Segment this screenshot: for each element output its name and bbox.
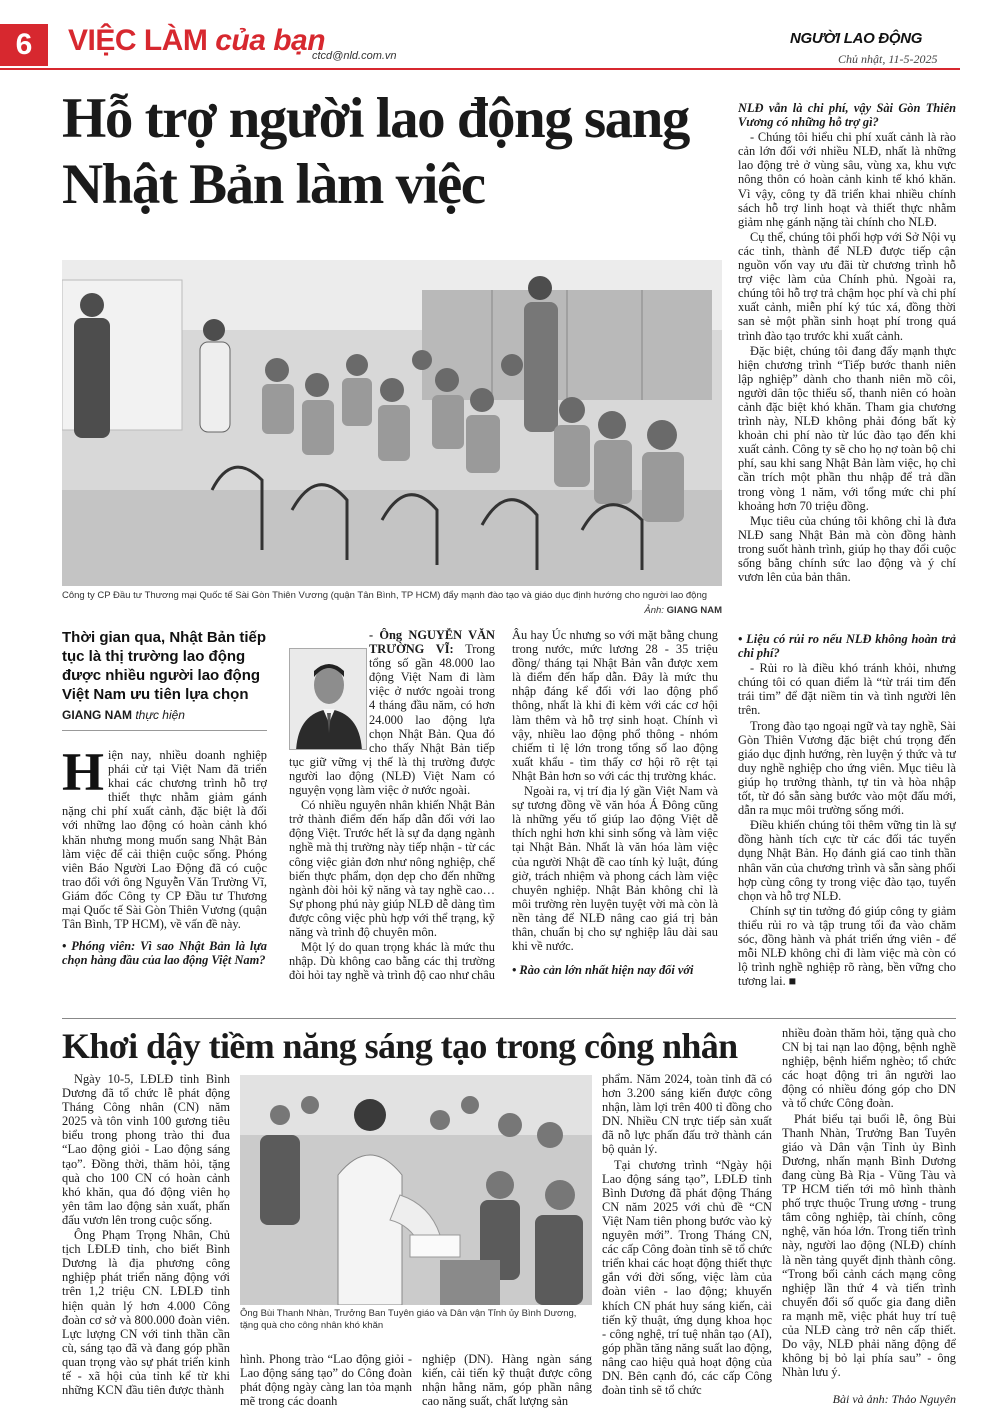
- article-column-4: [738, 101, 956, 605]
- speaker-label: - Ông NGUYỄN VĂN TRƯỜNG VĨ:: [369, 628, 495, 657]
- paragraph: iện nay, nhiều doanh nghiệp phái cử tại Việt Nam đã triển khai các chương trình hỗ trợ thiết thực nhằm giảm gánh nặng chi phí xuất cảnh, đặc biệt là đối với những lao động có hoàn cảnh khó khăn nhưng mong muốn sang Nhật Bản làm việc để cải thiện cuộc sống. Phóng viên Báo Người Lao Động đã có cuộc trao đổi với ông Nguyễn Văn Trường Vĩ, Giám đốc Công ty CP Đầu tư Thương mại Quốc tế Sài Gòn Thiên Vương (quận Tân Bình, TP HCM), về vấn đề này.: [62, 748, 267, 932]
- article-column-4-continued: [738, 628, 956, 1010]
- header-date: Chủ nhật, 11-5-2025: [838, 52, 938, 66]
- article-column-3: [512, 628, 718, 1000]
- paragraph: Chính sự tin tưởng đó giúp công ty giảm thiểu rủi ro và tập trung tối đa vào chăm sóc, đồng hành và phát triển ứng viên - để mỗi NLĐ không chỉ đi làm việc mà còn có lộ trình nghề nghiệp rõ ràng, bền vững cho tương lai. ■: [738, 903, 956, 989]
- paragraph: Âu hay Úc nhưng so với mặt bằng chung trong nước, mức lương 28 - 35 triệu đồng/ tháng tại Nhật Bản vẫn được xem là điểm đến hấp dẫn. Đây là mức thu nhập đáng kể đối với lao động phổ thông, nhất là khi đi kèm với các cơ hội làm thêm và hỗ trợ sinh hoạt. Chính vì vậy, nhiều lao động phổ thông - nhóm chiếm tỉ lệ lớn trong tổng số lao động xuất khẩu - tìm thấy cơ hội rõ rệt tại Nhật Bản hơn so với các thị trường khác.: [512, 628, 718, 783]
- paragraph: phẩm. Năm 2024, toàn tỉnh đã có hơn 3.200 sáng kiến được công nhận, làm lợi trên 400 tỉ đồng cho DN. Nhiều CN trực tiếp sản xuất đã nỗ lực phấn đấu trở thành cán bộ quản lý.: [602, 1072, 772, 1157]
- article2-headline: Khơi dậy tiềm năng sáng tạo trong công nhân: [62, 1026, 738, 1066]
- article2-column-1: [62, 1072, 230, 1407]
- article-column-1: [62, 748, 267, 1016]
- article2-photo-caption: Ông Bùi Thanh Nhàn, Trưởng Ban Tuyên giáo và Dân vận Tỉnh ủy Bình Dương, tặng quà cho công nhân khó khăn: [240, 1308, 577, 1331]
- paragraph: Tại chương trình “Ngày hội Lao động sáng tạo”, LĐLĐ tỉnh Bình Dương đã phát động Tháng CN năm 2025 với chủ đề “CN Việt Nam tiên phong bước vào kỷ nguyên mới”. Trong Tháng CN, các cấp Công đoàn tỉnh sẽ tổ chức triển khai các hoạt động thiết thực gắn với đời sống, việc làm của đoàn viên - lao động; khuyến khích CN phát huy sáng kiến, cải tiến kỹ thuật, ứng dụng khoa học - công nghệ, trí tuệ nhân tạo (AI), góp phần tăng năng suất lao động, nâng cao hiệu quả hoạt động của DN. Bên cạnh đó, các cấp Công đoàn tỉnh sẽ tổ chức: [602, 1157, 772, 1398]
- byline-rule: [62, 730, 267, 731]
- interview-question: • Liệu có rủi ro nếu NLĐ không hoàn trả chi phí?: [738, 632, 956, 661]
- article2-column-3: [422, 1352, 592, 1408]
- photo-caption: Công ty CP Đầu tư Thương mại Quốc tế Sài Gòn Thiên Vương (quận Tân Bình, TP HCM) đẩy mạnh đào tạo và giáo dục định hướng cho người lao động: [62, 590, 708, 601]
- section-title-suffix: của bạn: [215, 24, 326, 57]
- paragraph: Một lý do quan trọng khác là mức thu nhập. Dù không cao bằng các thị trường đòi hỏi tay nghề và trình độ cao như châu: [289, 940, 495, 983]
- article-headline: Hỗ trợ người lao động sang Nhật Bản làm việc: [62, 87, 689, 216]
- interview-question: • Phóng viên: Vì sao Nhật Bản là lựa chọn hàng đầu của lao động Việt Nam?: [62, 939, 267, 968]
- interview-question: NLĐ vẫn là chi phí, vậy Sài Gòn Thiên Vương có những hỗ trợ gì?: [738, 101, 956, 130]
- paragraph: nghiệp (DN). Hàng ngàn sáng kiến, cải tiến kỹ thuật được công nhận hằng năm, góp phần nâng cao năng suất, chất lượng sản: [422, 1352, 592, 1408]
- paragraph: Cụ thể, chúng tôi phối hợp với Sở Nội vụ các tỉnh, thành để NLĐ được tiếp cận nguồn vốn vay ưu đãi từ chương trình hỗ trợ việc làm của Chính phủ. Ngoài ra, chúng tôi hỗ trợ trả chậm học phí và chi phí xuất cảnh, miễn phí ký túc xá, đồng thời san sẻ một phần sinh hoạt phí trong quá trình đào tạo trước khi xuất cảnh.: [738, 229, 956, 343]
- article-column-2: [289, 628, 495, 1000]
- byline-role: thực hiện: [135, 708, 185, 722]
- paragraph: nhiều đoàn thăm hỏi, tặng quà cho CN bị tai nạn lao động, bệnh nghề nghiệp, bệnh hiểm nghèo; tổ chức các hoạt động tri ân người lao động có nhiều đóng góp cho DN và tổ chức Công đoàn.: [782, 1026, 956, 1111]
- section-title: [68, 24, 325, 58]
- paragraph: - Rủi ro là điều khó tránh khỏi, nhưng chúng tôi có quan điểm là “từ trái tim đến trái tim” để đặt niềm tin và tình người lên trên.: [738, 661, 956, 718]
- paragraph: Điều khiến chúng tôi thêm vững tin là sự đồng hành tích cực từ các đối tác tuyển dụng Nhật Bản. Họ đánh giá cao tinh thần nhân văn của chương trình và sẵn sàng phối hợp cùng công ty trong việc đào tạo, tuyển chọn và hỗ trợ NLĐ.: [738, 818, 956, 903]
- paragraph: Ngoài ra, vị trí địa lý gần Việt Nam và sự tương đồng về văn hóa Á Đông cũng là những yếu tố giúp lao động Việt dễ thích nghi hơn khi sinh sống và làm việc tại Nhật Bản. Nhất là văn hóa làm việc của người Nhật đề cao tính kỷ luật, đúng giờ, trách nhiệm và phong cách làm việc chuyên nghiệp. Nhật Bản không chỉ là môi trường rèn luyện tuyệt vời mà còn là nền tảng để NLĐ nâng cao giá trị bản thân, chuẩn bị cho sự nghiệp lâu dài sau khi về nước.: [512, 784, 718, 954]
- paragraph: Phát biểu tại buổi lễ, ông Bùi Thanh Nhàn, Trưởng Ban Tuyên giáo và Dân vận Tỉnh ủy Bình Dương, nhấn mạnh Bình Dương đang cùng Bà Rịa - Vũng Tàu và TP HCM tiến tới mô hình thành phố trực thuộc Trung ương - trung tâm công nghiệp, tài chính, công nghệ, văn hóa lớn. Trong tiến trình này, người lao động (NLĐ) chính là nền tảng quyết định thành công. “Trong bối cảnh cách mạng công nghiệp lần thứ 4 và tiến trình chuyển đổi số quốc gia đang diễn ra mạnh mẽ, việc phát huy trí tuệ của NLĐ càng trở nên cấp thiết. Do vậy, NLĐ phải năng động để không bị bỏ lại phía sau” - ông Nhàn lưu ý.: [782, 1111, 956, 1380]
- article2-column-5: [782, 1026, 956, 1390]
- article2-byline: Bài và ảnh: Thảo Nguyên: [832, 1392, 956, 1406]
- masthead-logo: NGƯỜI LAO ĐỘNG: [790, 30, 923, 47]
- paragraph: Đặc biệt, chúng tôi đang đẩy mạnh thực hiện chương trình “Tiếp bước thanh niên lập nghiệp” dành cho thanh niên mồ côi, người dân tộc thiểu số, thanh niên có hoàn cảnh đặc biệt khó khăn. Tham gia chương trình này, NLĐ không phải đóng bất kỳ khoản chi phí nào từ lúc đào tạo đến khi xuất cảnh. Công ty sẽ cho họ nợ toàn bộ chi phí, sau khi sang Nhật Bản làm việc, họ chỉ cần trích một phần thu nhập để trả dần trong vòng 1 năm, với tổng mức chi phí khoảng hơn 70 triệu đồng.: [738, 343, 956, 513]
- page-number: 6: [0, 24, 48, 66]
- main-photo: [62, 260, 722, 586]
- photo-credit-prefix: Ảnh:: [644, 605, 667, 616]
- section-title-main: VIỆC LÀM: [68, 24, 208, 57]
- interview-question: • Rào cản lớn nhất hiện nay đối với: [512, 963, 694, 978]
- paragraph: Mục tiêu của chúng tôi không chỉ là đưa NLĐ sang Nhật Bản mà còn đồng hành trong suốt hành trình, giúp họ thay đổi cuộc sống bằng chính sức lao động và ý chí vươn lên của bản thân.: [738, 513, 956, 585]
- paragraph: Ông Phạm Trọng Nhân, Chủ tịch LĐLĐ tỉnh, cho biết Bình Dương là địa phương công nghiệp phát triển năng động với trên 1,2 triệu CN. LĐLĐ tỉnh hiện quản lý hơn 4.000 Công đoàn cơ sở và 800.000 đoàn viên. Lực lượng CN với tinh thần cần cù, sáng tạo đã và đang góp phần quan trọng vào sự phát triển kinh tế - xã hội của tỉnh kể từ khi những KCN đầu tiên được thành: [62, 1228, 230, 1398]
- photo-credit-name: GIANG NAM: [666, 605, 722, 616]
- header-rule: [0, 68, 960, 70]
- gift-giving-photo-illustration: [240, 1075, 592, 1305]
- paragraph: Ngày 10-5, LĐLĐ tỉnh Bình Dương đã tổ chức lễ phát động Tháng Công nhân (CN) năm 2025 và tôn vinh 100 gương tiêu biểu trong phong trào thi đua “Lao động giỏi - Lao động sáng tạo”. Đồng thời, thăm hỏi, tặng quà cho 100 CN có hoàn cảnh khó khăn, qua đó động viên họ yên tâm lao động sản xuất, phấn đấu vươn lên trong cuộc sống.: [62, 1072, 230, 1227]
- paragraph: Trong tổng số gần 48.000 lao động Việt Nam đi làm việc ở nước ngoài trong 4 tháng đầu năm, có hơn 24.000 lao động lựa chọn Nhật Bản. Qua đó cho thấy Nhật Bản tiếp tục giữ vững vị thế là thị trường được người lao động (NLĐ) Việt Nam có nguyện vọng làm việc ở nước ngoài.: [289, 642, 495, 798]
- article-byline: [62, 708, 185, 722]
- drop-cap: H: [62, 748, 105, 802]
- article2-column-2: [240, 1352, 412, 1408]
- header-email[interactable]: ctcd@nld.com.vn: [312, 50, 397, 62]
- article-sapo: Thời gian qua, Nhật Bản tiếp tục là thị trường lao động được nhiều người lao động Việt Nam ưu tiên lựa chọn: [62, 629, 267, 703]
- paragraph: hình. Phong trào “Lao động giỏi - Lao động sáng tạo” do Công đoàn phát động ngày càng lan tỏa mạnh mẽ trong các doanh: [240, 1352, 412, 1408]
- classroom-photo-illustration: [62, 260, 722, 586]
- paragraph: - Chúng tôi hiểu chi phí xuất cảnh là rào cản lớn đối với nhiều NLĐ, nhất là những lao động trẻ ở vùng sâu, vùng xa, khu vực nông thôn có hoàn cảnh kinh tế khó khăn. Vì vậy, công ty đã triển khai nhiều chính sách hỗ trợ linh hoạt và thiết thực nhằm giảm nhẹ gánh nặng tài chính cho NLĐ.: [738, 130, 956, 229]
- byline-name: GIANG NAM: [62, 708, 132, 722]
- article2-photo: [240, 1075, 592, 1305]
- paragraph: Có nhiều nguyên nhân khiến Nhật Bản trở thành điểm đến hấp dẫn đối với lao động Việt. Trước hết là sự đa dạng ngành nghề mà thị trường này tiếp nhận - từ các công việc giản đơn như nông nghiệp, chế biến thực phẩm, dọn dẹp cho đến những ngành đòi hỏi kỹ năng và tay nghề cao… Sự phong phú này giúp NLĐ dễ dàng tìm được công việc phù hợp với thể trạng, kỹ năng và trình độ chuyên môn.: [289, 798, 495, 939]
- photo-credit: [610, 605, 722, 616]
- paragraph: Trong đào tạo ngoại ngữ và tay nghề, Sài Gòn Thiên Vương đặc biệt chú trọng đến giáo dục định hướng, rèn luyện ý thức và tư duy nghề nghiệp cho ứng viên. Mục tiêu là giúp họ trưởng thành, tự tin và hòa nhập tốt, từ đó sẵn sàng bước vào một đấu mới, dẫn ra mục môi trường sống mới.: [738, 718, 956, 818]
- article2-column-4: [602, 1072, 772, 1407]
- article-divider: [62, 1018, 956, 1019]
